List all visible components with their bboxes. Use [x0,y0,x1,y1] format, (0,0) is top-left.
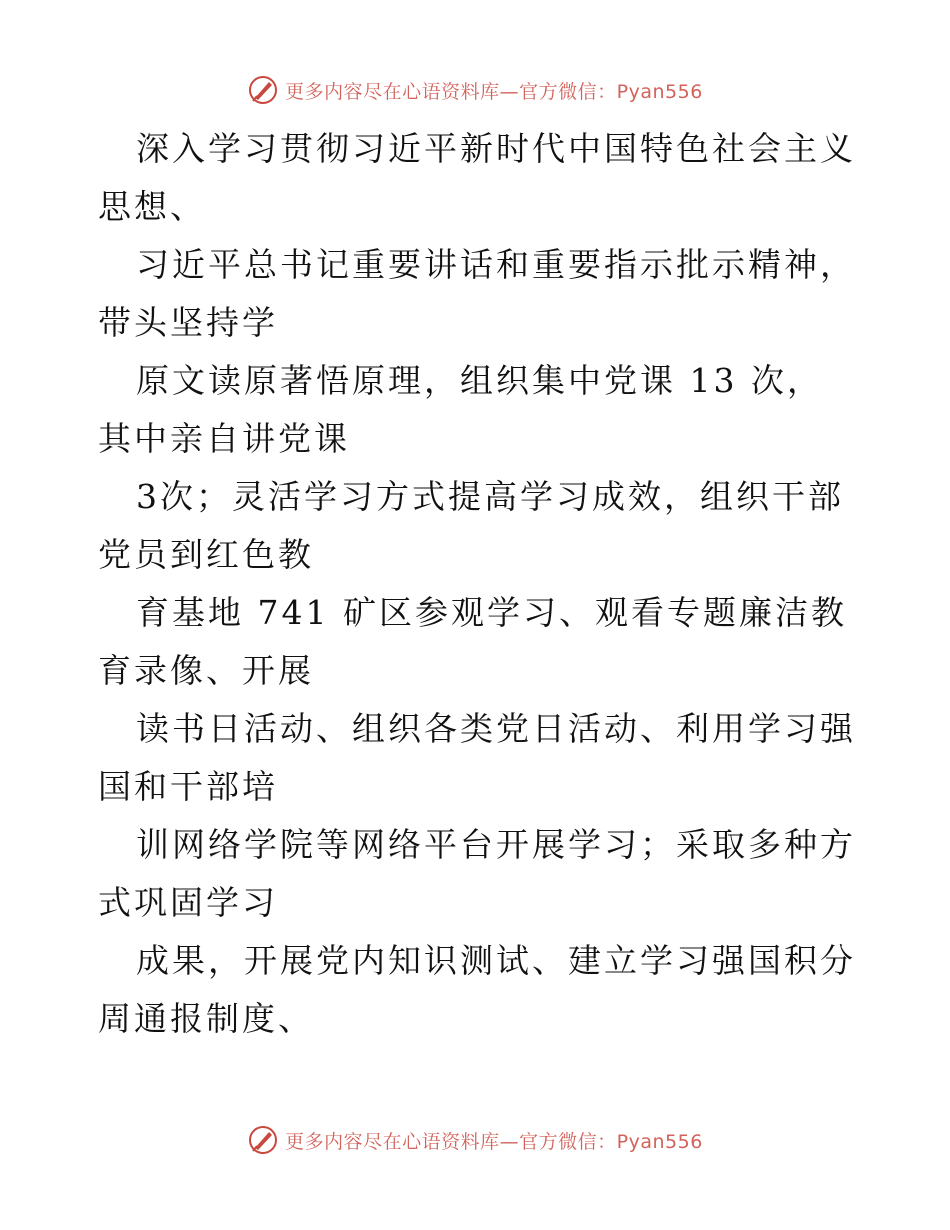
paragraph: 深入学习贯彻习近平新时代中国特色社会主义思想、 [98,129,856,226]
header-watermark-banner [0,70,950,110]
header-banner-text: 更多内容尽在心语资料库—官方微信：Pyan556 [285,80,703,103]
paragraph: 3次；灵活学习方式提高学习成效，组织干部党员到红色教 [98,477,844,574]
paragraph: 读书日活动、组织各类党日活动、利用学习强国和干部培 [98,709,856,806]
quill-pen-logo-icon [247,74,279,106]
document-body [98,120,858,1048]
quill-pen-logo-icon [247,1124,279,1156]
footer-watermark-banner [0,1120,950,1160]
paragraph: 育基地 741 矿区参观学习、观看专题廉洁教育录像、开展 [98,593,847,690]
paragraph: 成果，开展党内知识测试、建立学习强国积分周通报制度、 [98,941,856,1038]
paragraph: 习近平总书记重要讲话和重要指示批示精神，带头坚持学 [98,245,856,342]
paragraph: 原文读原著悟原理，组织集中党课 13 次，其中亲自讲党课 [98,361,823,458]
paragraph: 训网络学院等网络平台开展学习；采取多种方式巩固学习 [98,825,856,922]
footer-banner-text: 更多内容尽在心语资料库—官方微信：Pyan556 [285,1130,703,1153]
